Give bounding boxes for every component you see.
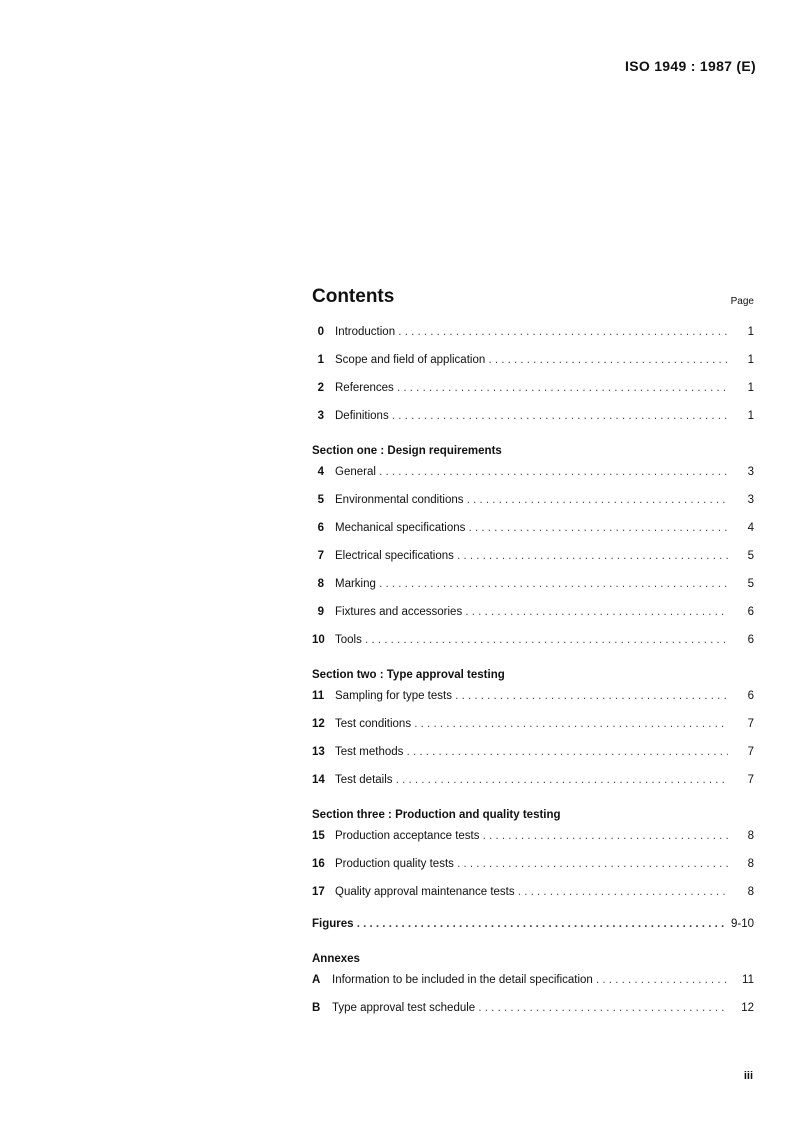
toc-entry-figures[interactable] [312, 918, 754, 946]
entry-number: 2 [317, 382, 324, 394]
entry-number: 7 [317, 550, 324, 562]
entry-title: Information to be included in the detail specification . . . [332, 974, 728, 986]
entry-page: 8 [747, 858, 754, 870]
entry-number: 16 [312, 858, 325, 870]
entry-number: 11 [312, 690, 325, 702]
entry-page: 5 [747, 550, 754, 562]
toc-entry-annex-a[interactable] [312, 974, 754, 1002]
entry-page: 1 [747, 410, 754, 422]
toc-entry-6[interactable] [312, 522, 754, 550]
entry-page: 6 [747, 606, 754, 618]
entry-page: 3 [747, 494, 754, 506]
entry-page: 8 [747, 886, 754, 898]
entry-page: 1 [747, 354, 754, 366]
entry-page: 5 [747, 578, 754, 590]
annexes-heading: Annexes [312, 953, 360, 965]
entry-title: Type approval test schedule . . . [332, 1002, 728, 1014]
entry-page: 1 [747, 382, 754, 394]
entry-title: Environmental conditions . . . [335, 494, 728, 506]
entry-title: Fixtures and accessories . . . [335, 606, 728, 618]
table-of-contents [312, 286, 754, 1030]
section-heading-two: Section two : Type approval testing [312, 669, 505, 681]
entry-title: Marking . . . [335, 578, 728, 590]
entry-title: Production acceptance tests . . . [335, 830, 728, 842]
section-heading-one: Section one : Design requirements [312, 445, 502, 457]
page-number: iii [743, 1070, 753, 1082]
toc-entry-14[interactable] [312, 774, 754, 802]
entry-page: 7 [747, 746, 754, 758]
entry-number: 1 [317, 354, 324, 366]
entry-number: 6 [317, 522, 324, 534]
toc-entry-annex-b[interactable] [312, 1002, 754, 1030]
entry-number: 10 [312, 634, 325, 646]
entry-title: Mechanical specifications . . . [335, 522, 728, 534]
entry-title: Tools . . . [335, 634, 728, 646]
entry-title: Test conditions . . . [335, 718, 728, 730]
entry-number: 8 [317, 578, 324, 590]
toc-entry-8[interactable] [312, 578, 754, 606]
toc-entry-1[interactable] [312, 354, 754, 382]
toc-title: Contents [312, 286, 395, 307]
entry-number: 12 [312, 718, 325, 730]
document-header: ISO 1949 : 1987 (E) [625, 58, 756, 74]
toc-entry-15[interactable] [312, 830, 754, 858]
toc-entry-3[interactable] [312, 410, 754, 438]
toc-entry-4[interactable] [312, 466, 754, 494]
entry-page: 6 [747, 634, 754, 646]
entry-page: 4 [747, 522, 754, 534]
entry-title: Scope and field of application . . . [335, 354, 728, 366]
entry-page: 7 [747, 774, 754, 786]
entry-title: Introduction . . . [335, 326, 728, 338]
entry-page: 3 [747, 466, 754, 478]
toc-page-label: Page [730, 296, 754, 307]
entry-number: 9 [317, 606, 324, 618]
entry-title: Test details . . . [335, 774, 728, 786]
section-heading-three: Section three : Production and quality testing [312, 809, 561, 821]
entry-title: Figures . . . [312, 918, 728, 930]
entry-number: 5 [317, 494, 324, 506]
entry-title: Test methods . . . [335, 746, 728, 758]
toc-entry-11[interactable] [312, 690, 754, 718]
toc-entry-2[interactable] [312, 382, 754, 410]
entry-page: 9-10 [730, 918, 754, 930]
entry-number: 4 [317, 466, 324, 478]
toc-entry-0[interactable] [312, 326, 754, 354]
toc-entry-10[interactable] [312, 634, 754, 662]
entry-page: 7 [747, 718, 754, 730]
toc-header [312, 286, 754, 326]
entry-number: B [312, 1002, 321, 1014]
entry-page: 8 [747, 830, 754, 842]
toc-entry-16[interactable] [312, 858, 754, 886]
toc-entry-13[interactable] [312, 746, 754, 774]
entry-title: References . . . [335, 382, 728, 394]
entry-number: 17 [312, 886, 325, 898]
toc-entry-5[interactable] [312, 494, 754, 522]
entry-title: General . . . [335, 466, 728, 478]
entry-number: 3 [317, 410, 324, 422]
entry-page: 11 [742, 974, 754, 986]
toc-entry-7[interactable] [312, 550, 754, 578]
entry-page: 1 [747, 326, 754, 338]
toc-entry-9[interactable] [312, 606, 754, 634]
entry-number: A [312, 974, 321, 986]
entry-title: Definitions . . . [335, 410, 728, 422]
entry-number: 14 [312, 774, 325, 786]
entry-number: 15 [312, 830, 325, 842]
entry-title: Quality approval maintenance tests . . . [335, 886, 728, 898]
entry-title: Production quality tests . . . [335, 858, 728, 870]
entry-title: Sampling for type tests . . . [335, 690, 728, 702]
toc-entry-17[interactable] [312, 886, 754, 914]
entry-number: 0 [317, 326, 324, 338]
entry-number: 13 [312, 746, 325, 758]
entry-title: Electrical specifications . . . [335, 550, 728, 562]
entry-page: 12 [741, 1002, 754, 1014]
entry-page: 6 [747, 690, 754, 702]
toc-entry-12[interactable] [312, 718, 754, 746]
